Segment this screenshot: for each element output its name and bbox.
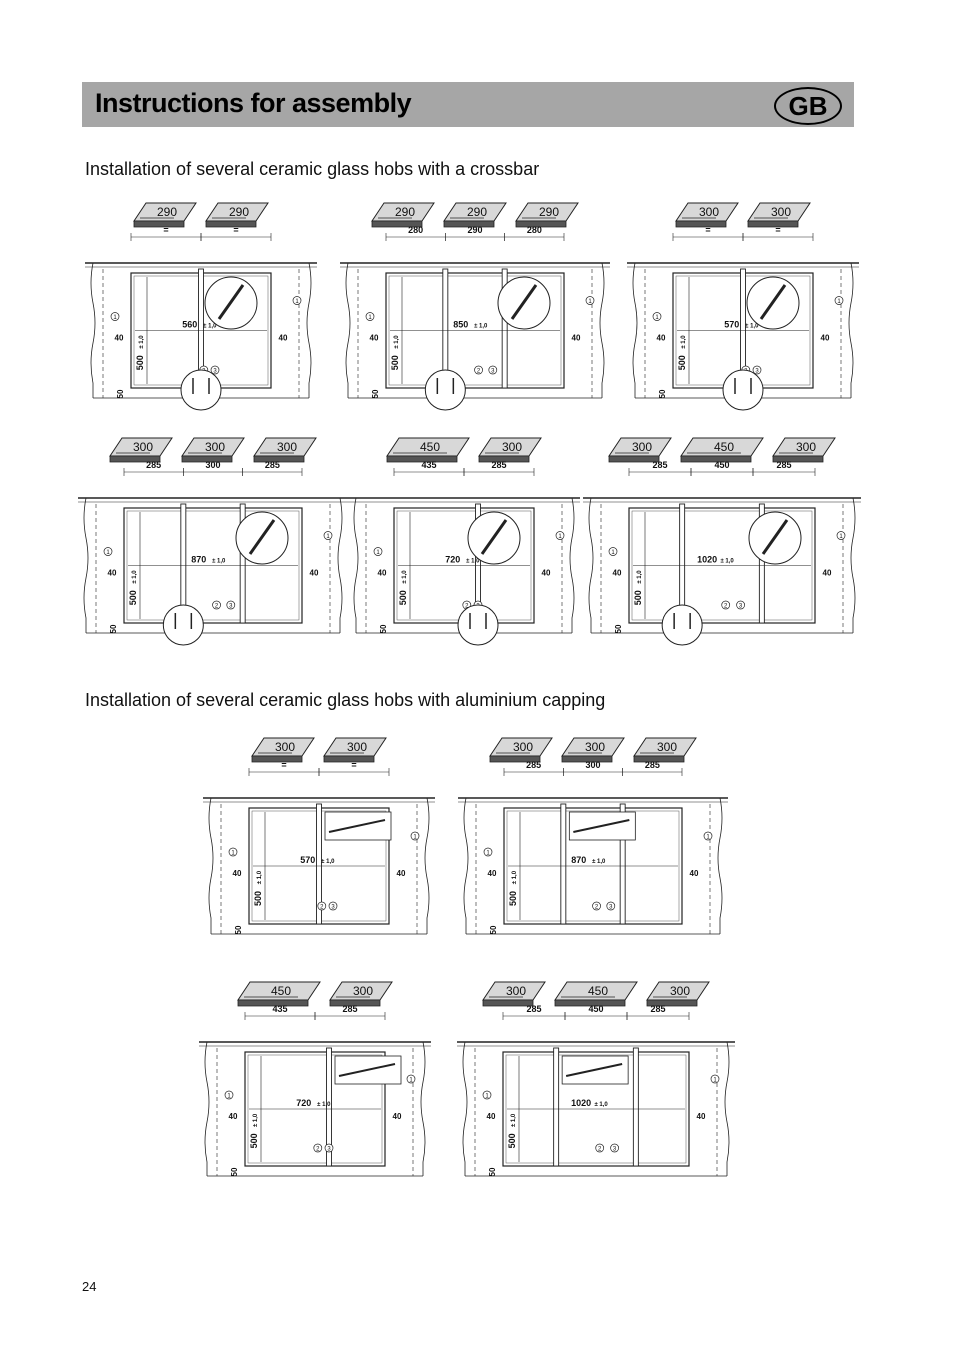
spacing-dimension: 285 [342,1004,358,1014]
hob-size-label: 300 [656,740,678,754]
side-dimension-right: 40 [822,568,832,578]
callout-2-number: 2 [316,1146,320,1153]
tolerance-label: ± 1,0 [257,870,263,885]
hob-size-label: 450 [587,984,609,998]
worktop-side [851,498,855,633]
callout-1-left-number: 1 [655,315,659,321]
callout-1-left-number: 1 [376,550,380,556]
callout-1-right-number: 1 [558,534,562,540]
hob-size-label: 300 [669,984,691,998]
worktop-side [425,798,429,934]
aluminium-capping [633,1048,638,1166]
offset-dimension: 50 [230,1167,239,1177]
capping-diagram [199,982,431,1176]
hob-size-label: 300 [631,440,653,454]
tolerance-label: ± 1,0 [511,1113,517,1128]
spacing-dimension: = [705,225,711,235]
side-dimension-right: 40 [696,1112,706,1121]
worktop-side [725,1042,729,1176]
spacing-dimension: 300 [205,460,221,470]
depth-dimension: 500 [508,890,518,906]
hob-size-label: 300 [346,740,368,754]
callout-1-right-number: 1 [413,834,417,841]
tolerance-label: ± 1,0 [720,558,734,565]
offset-dimension: 50 [234,925,243,935]
callout-1-left-number: 1 [485,1093,489,1100]
hob-size-label: 290 [466,205,488,219]
page-title: Instructions for assembly [95,88,412,118]
spacing-dimension: 280 [408,225,424,235]
section-title-crossbar: Installation of several ceramic glass hobs with a crossbar [85,159,540,179]
hob-size-label: 450 [419,440,441,454]
side-dimension-right: 40 [689,869,699,878]
side-dimension-left: 40 [377,568,387,578]
callout-3-number: 3 [327,1146,331,1153]
callout-3-number: 3 [755,368,759,375]
worktop-side [209,798,213,934]
offset-dimension: 50 [371,389,380,399]
offset-dimension: 50 [614,624,623,634]
spacing-dimension: 285 [776,460,792,470]
hob-size-label: 300 [512,740,534,754]
spacing-dimension: 435 [272,1004,288,1014]
depth-dimension: 500 [128,590,138,606]
worktop-side [600,263,604,398]
callout-2-number: 2 [465,603,469,610]
worktop-side [849,263,853,398]
depth-dimension: 500 [398,590,408,606]
section-title-capping: Installation of several ceramic glass hobs with aluminium capping [85,690,606,710]
hob-icon [134,203,196,227]
hob-icon [444,203,506,227]
side-dimension-left: 40 [232,869,242,878]
tolerance-label: ± 1,0 [745,323,759,330]
callout-1-left-number: 1 [227,1093,231,1100]
hob-icon [324,738,386,762]
hob-size-label: 300 [274,740,296,754]
hob-size-label: 290 [156,205,178,219]
callout-1-left-number: 1 [113,315,117,321]
side-dimension-left: 40 [107,568,117,578]
hob-size-label: 300 [698,205,720,219]
tolerance-label: ± 1,0 [317,1102,331,1108]
crossbar-diagram [340,203,610,410]
cutout-width: 1020 [697,554,718,565]
cutout-width: 870 [571,855,587,865]
hob-size-label: 300 [204,440,226,454]
cutout-width: 850 [453,319,469,330]
callout-2-number: 2 [724,603,728,610]
worktop-side [463,1042,467,1176]
callout-2-number: 2 [320,904,324,911]
hob-size-label: 300 [770,205,792,219]
side-dimension-left: 40 [487,869,497,878]
spacing-dimension: 290 [467,225,483,235]
side-dimension-right: 40 [396,869,406,878]
worktop-side [346,263,350,398]
hob-size-label: 300 [132,440,154,454]
tolerance-label: ± 1,0 [132,570,138,584]
side-dimension-left: 40 [656,333,666,343]
spacing-dimension: 450 [714,460,730,470]
tolerance-label: ± 1,0 [637,570,643,584]
tolerance-label: ± 1,0 [681,335,687,349]
spacing-dimension: 285 [644,760,660,770]
tolerance-label: ± 1,0 [402,570,408,584]
depth-dimension: 500 [135,355,145,371]
hob-icon [238,982,320,1006]
hob-icon [254,438,316,462]
aluminium-capping [561,804,566,924]
side-dimension-right: 40 [309,568,319,578]
hob-icon [110,438,172,462]
hob-size-label: 300 [584,740,606,754]
page-number: 24 [82,1279,97,1294]
hob-icon [748,203,810,227]
crossbar-diagram [348,438,580,645]
spacing-dimension: = [775,225,781,235]
hob-icon [555,982,637,1006]
hob-size-label: 290 [538,205,560,219]
cutout-width: 720 [445,554,461,565]
hob-size-label: 290 [228,205,250,219]
hob-icon [330,982,392,1006]
spacing-dimension: 450 [588,1004,604,1014]
worktop-side [91,263,95,398]
cutout-width: 570 [724,319,740,330]
hob-size-label: 300 [501,440,523,454]
worktop-side [718,798,722,934]
hob-icon [479,438,541,462]
screw-detail-magnifier [181,370,221,410]
capping-diagram [203,738,435,934]
hob-icon [676,203,738,227]
callout-1-left-number: 1 [231,850,235,857]
spacing-dimension: 285 [264,460,280,470]
hob-icon [252,738,314,762]
depth-dimension: 500 [507,1133,517,1149]
hob-icon [647,982,709,1006]
screw-detail-magnifier [458,605,498,645]
callout-3-number: 3 [331,904,335,911]
callout-2-number: 2 [214,603,219,610]
side-dimension-left: 40 [369,333,379,343]
hob-size-label: 300 [276,440,298,454]
hob-icon [516,203,578,227]
side-dimension-left: 40 [228,1112,238,1121]
screw-detail-magnifier [163,605,203,645]
tolerance-label: ± 1,0 [394,335,400,349]
callout-3-number: 3 [213,368,217,375]
spacing-dimension: 300 [585,760,601,770]
spacing-dimension: 285 [650,1004,666,1014]
crossbar-diagram [85,203,317,410]
callout-1-right-number: 1 [837,299,841,305]
worktop-side [589,498,593,633]
offset-dimension: 50 [489,925,498,935]
callout-3-number: 3 [612,1146,617,1153]
hob-size-label: 300 [795,440,817,454]
tolerance-label: ± 1,0 [592,859,606,865]
worktop-side [307,263,311,398]
tolerance-label: ± 1,0 [321,859,335,865]
tolerance-label: ± 1,0 [594,1102,608,1108]
offset-dimension: 50 [488,1167,497,1177]
hob-icon [182,438,244,462]
cutout-width: 560 [182,319,198,330]
hob-icon [483,982,545,1006]
hob-size-label: 300 [505,984,527,998]
hob-size-label: 450 [270,984,292,998]
hob-icon [681,438,763,462]
depth-dimension: 500 [253,890,263,906]
worktop-side [421,1042,425,1176]
spacing-dimension: = [233,225,239,235]
hob-icon [609,438,671,462]
callout-1-right-number: 1 [706,834,710,841]
side-dimension-right: 40 [571,333,581,343]
capping-diagram [458,738,728,934]
screw-detail-magnifier [425,370,465,410]
callout-1-right-number: 1 [409,1077,413,1084]
spacing-dimension: = [281,760,287,770]
side-dimension-left: 40 [114,333,124,343]
spacing-dimension: 285 [491,460,507,470]
tolerance-label: ± 1,0 [203,323,217,330]
callout-3-number: 3 [491,368,495,375]
callout-1-left-number: 1 [486,850,490,857]
hob-icon [387,438,469,462]
hob-icon [206,203,268,227]
callout-1-right-number: 1 [295,299,299,305]
crossbar-diagram [627,203,859,410]
spacing-dimension: = [351,760,357,770]
tolerance-label: ± 1,0 [474,323,488,330]
aluminium-capping [554,1048,559,1166]
hob-size-label: 290 [394,205,416,219]
offset-dimension: 50 [109,624,118,634]
callout-3-number: 3 [609,904,613,911]
spacing-dimension: 285 [526,760,542,770]
spacing-dimension: = [163,225,169,235]
capping-diagram [457,982,735,1176]
side-dimension-right: 40 [541,568,551,578]
spacing-dimension: 285 [146,460,162,470]
callout-3-number: 3 [229,603,233,610]
side-dimension-right: 40 [278,333,288,343]
cutout-width: 1020 [571,1098,592,1108]
tolerance-label: ± 1,0 [212,558,226,565]
depth-dimension: 500 [633,590,643,606]
callout-1-left-number: 1 [611,550,615,556]
depth-dimension: 500 [677,355,687,371]
worktop-side [205,1042,209,1176]
cutout-width: 870 [191,554,207,565]
side-dimension-left: 40 [612,568,622,578]
callout-2-number: 2 [598,1146,602,1153]
side-dimension-left: 40 [486,1112,496,1121]
callout-1-right-number: 1 [713,1077,717,1084]
spacing-dimension: 280 [526,225,542,235]
cutout-width: 720 [296,1098,312,1108]
callout-3-number: 3 [738,603,743,610]
language-badge: GB [774,87,842,125]
callout-1-left-number: 1 [106,550,110,556]
callout-2-number: 2 [476,368,481,375]
callout-1-right-number: 1 [839,534,843,540]
hob-icon [562,738,624,762]
depth-dimension: 500 [390,355,400,371]
screw-detail-magnifier [662,605,702,645]
worktop-side [354,498,358,633]
offset-dimension: 50 [116,389,125,399]
hob-size-label: 300 [352,984,374,998]
crossbar-diagram [78,438,348,645]
hob-icon [490,738,552,762]
tolerance-label: ± 1,0 [512,870,518,885]
hob-size-label: 450 [713,440,735,454]
callout-1-right-number: 1 [588,299,592,305]
hob-icon [634,738,696,762]
spacing-dimension: 285 [526,1004,542,1014]
callout-1-right-number: 1 [326,534,330,540]
hob-icon [372,203,434,227]
tolerance-label: ± 1,0 [253,1113,259,1128]
offset-dimension: 50 [658,389,667,399]
spacing-dimension: 285 [652,460,668,470]
offset-dimension: 50 [379,624,388,634]
side-dimension-right: 40 [392,1112,402,1121]
callout-1-left-number: 1 [368,315,372,321]
cutout-width: 570 [300,855,316,865]
crossbar-diagram [583,438,861,645]
worktop-side [633,263,637,398]
tolerance-label: ± 1,0 [139,335,145,349]
hob-icon [773,438,835,462]
screw-detail-magnifier [723,370,763,410]
depth-dimension: 500 [249,1133,259,1149]
worktop-side [338,498,342,633]
worktop-side [464,798,468,934]
tolerance-label: ± 1,0 [466,558,480,565]
side-dimension-right: 40 [820,333,830,343]
callout-2-number: 2 [594,904,599,911]
worktop-side [84,498,88,633]
worktop-side [570,498,574,633]
spacing-dimension: 435 [421,460,437,470]
